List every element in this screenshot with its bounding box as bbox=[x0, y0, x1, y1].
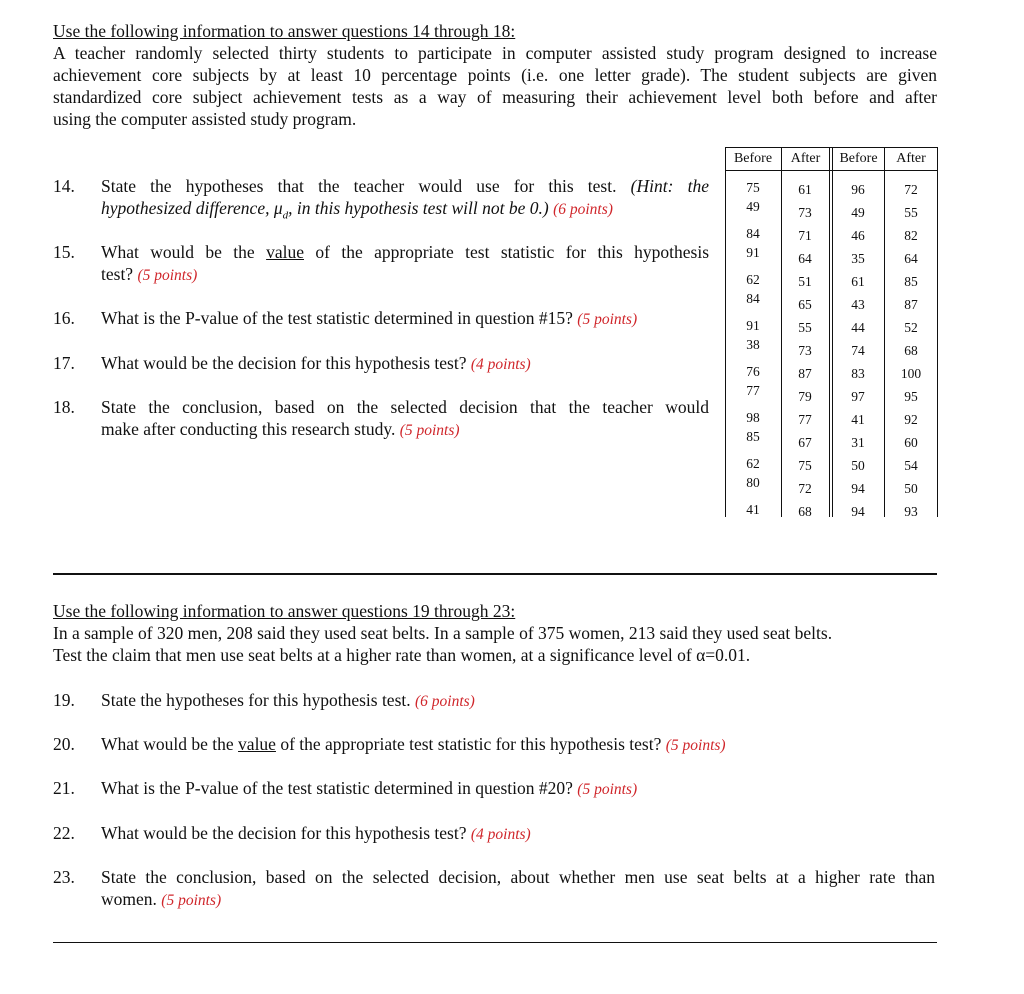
section2-heading: Use the following information to answer questions 19 through 23: bbox=[53, 601, 516, 621]
table-cell: 82 bbox=[904, 228, 918, 243]
table-header-before-1: Before bbox=[733, 151, 773, 166]
table-cell: 62 bbox=[746, 456, 760, 471]
table-cell: 87 bbox=[904, 297, 918, 312]
points-label: (5 points) bbox=[137, 267, 198, 284]
table-cell: 43 bbox=[851, 297, 865, 312]
table-cell: 61 bbox=[851, 274, 865, 289]
table-cell: 49 bbox=[746, 199, 760, 214]
section1-intro-line-4: using the computer assisted study program. bbox=[53, 109, 357, 129]
table-cell: 94 bbox=[851, 481, 865, 496]
table-cell: 75 bbox=[746, 180, 760, 195]
table-cell: 41 bbox=[746, 502, 760, 517]
points-label: (5 points) bbox=[577, 781, 638, 798]
question-number: 22. bbox=[53, 823, 75, 843]
table-cell: 60 bbox=[904, 435, 918, 450]
table-cell: 68 bbox=[798, 504, 812, 519]
bottom-divider bbox=[53, 942, 937, 943]
points-label: (5 points) bbox=[399, 422, 460, 439]
section1-intro-line-2: achievement core subjects by at least 10 percentage points (i.e. one letter grade). The student subjects are given bbox=[53, 65, 937, 85]
table-cell: 85 bbox=[746, 429, 760, 444]
section-divider bbox=[53, 573, 937, 575]
table-cell: 91 bbox=[746, 318, 760, 333]
table-cell: 64 bbox=[904, 251, 918, 266]
table-cell: 85 bbox=[904, 274, 918, 289]
table-header-after-2: After bbox=[896, 151, 926, 166]
table-cell: 96 bbox=[851, 182, 865, 197]
table-cell: 52 bbox=[904, 320, 918, 335]
question-number: 15. bbox=[53, 242, 75, 262]
table-cell: 94 bbox=[851, 504, 865, 519]
question-number: 23. bbox=[53, 867, 75, 887]
question-number: 21. bbox=[53, 778, 75, 798]
table-cell: 50 bbox=[851, 458, 865, 473]
table-cell: 84 bbox=[746, 291, 760, 306]
points-label: (5 points) bbox=[665, 737, 726, 754]
table-cell: 77 bbox=[798, 412, 812, 427]
table-cell: 72 bbox=[798, 481, 812, 496]
table-cell: 100 bbox=[900, 366, 922, 381]
table-cell: 74 bbox=[851, 343, 865, 358]
table-cell: 71 bbox=[798, 228, 812, 243]
table-cell: 31 bbox=[851, 435, 865, 450]
table-cell: 91 bbox=[746, 245, 760, 260]
points-label: (5 points) bbox=[577, 311, 638, 328]
table-cell: 55 bbox=[904, 205, 918, 220]
table-cell: 35 bbox=[851, 251, 865, 266]
table-cell: 61 bbox=[798, 182, 812, 197]
table-cell: 73 bbox=[798, 343, 812, 358]
question-number: 17. bbox=[53, 353, 75, 373]
table-cell: 67 bbox=[798, 435, 812, 450]
table-cell: 80 bbox=[746, 475, 760, 490]
question-number: 16. bbox=[53, 308, 75, 328]
table-cell: 92 bbox=[904, 412, 918, 427]
table-cell: 97 bbox=[851, 389, 865, 404]
table-cell: 77 bbox=[746, 383, 760, 398]
question-23-line-1: State the conclusion, based on the selected decision, about whether men use seat belts at a higher rate than bbox=[101, 867, 935, 887]
table-cell: 76 bbox=[746, 364, 760, 379]
section1-heading: Use the following information to answer questions 14 through 18: bbox=[53, 21, 516, 41]
question-number: 19. bbox=[53, 690, 75, 710]
table-cell: 83 bbox=[851, 366, 865, 381]
question-14-line-2: hypothesized difference, $\mu_d$, in this hypothesis test will not be 0.) (6 points) bbox=[101, 198, 613, 222]
table-cell: 54 bbox=[904, 458, 918, 473]
question-number: 14. bbox=[53, 176, 75, 196]
question-15-line-2: test? (5 points) bbox=[101, 264, 198, 284]
points-label: (5 points) bbox=[161, 892, 222, 909]
section1-intro-line-3: standardized core subject achievement tests as a way of measuring their achievement level both before and after bbox=[53, 87, 937, 107]
table-cell: 95 bbox=[904, 389, 918, 404]
table-cell: 98 bbox=[746, 410, 760, 425]
table-cell: 72 bbox=[904, 182, 918, 197]
table-header-before-2: Before bbox=[839, 151, 878, 166]
points-label: (4 points) bbox=[470, 356, 531, 373]
question-23-line-2: women. (5 points) bbox=[101, 889, 222, 909]
table-cell: 84 bbox=[746, 226, 760, 241]
table-cell: 73 bbox=[798, 205, 812, 220]
table-cell: 49 bbox=[851, 205, 865, 220]
table-cell: 62 bbox=[746, 272, 760, 287]
table-cell: 50 bbox=[904, 481, 918, 496]
table-cell: 75 bbox=[798, 458, 812, 473]
question-15-line-1: What would be the value of the appropriate test statistic for this hypothesis bbox=[101, 242, 710, 262]
table-cell: 87 bbox=[798, 366, 812, 381]
points-label: (6 points) bbox=[415, 693, 475, 710]
table-cell: 93 bbox=[904, 504, 918, 519]
table-cell: 55 bbox=[798, 320, 812, 335]
question-14-line-1: State the hypotheses that the teacher would use for this test. (Hint: the bbox=[101, 176, 709, 196]
table-cell: 44 bbox=[851, 320, 865, 335]
table-cell: 68 bbox=[904, 343, 918, 358]
table-cell: 64 bbox=[798, 251, 812, 266]
question-number: 18. bbox=[53, 397, 75, 417]
question-18-line-1: State the conclusion, based on the selected decision that the teacher would bbox=[101, 397, 709, 417]
section1-intro-line-1: A teacher randomly selected thirty students to participate in computer assisted study program designed to increase bbox=[53, 43, 937, 63]
points-label: (6 points) bbox=[553, 201, 613, 218]
question-number: 20. bbox=[53, 734, 75, 754]
section2-intro-line-2: Test the claim that men use seat belts at a higher rate than women, at a significance level of α=0.01. bbox=[53, 645, 751, 665]
points-label: (4 points) bbox=[470, 826, 531, 843]
table-header-after-1: After bbox=[790, 151, 821, 166]
section2-intro-line-1: In a sample of 320 men, 208 said they used seat belts. In a sample of 375 women, 213 said they used seat belts. bbox=[53, 623, 833, 643]
table-cell: 38 bbox=[746, 337, 760, 352]
table-cell: 79 bbox=[798, 389, 812, 404]
table-cell: 65 bbox=[798, 297, 812, 312]
table-cell: 46 bbox=[851, 228, 865, 243]
table-cell: 51 bbox=[798, 274, 812, 289]
question-18-line-2: make after conducting this research study. (5 points) bbox=[101, 419, 460, 439]
table-cell: 41 bbox=[851, 412, 865, 427]
